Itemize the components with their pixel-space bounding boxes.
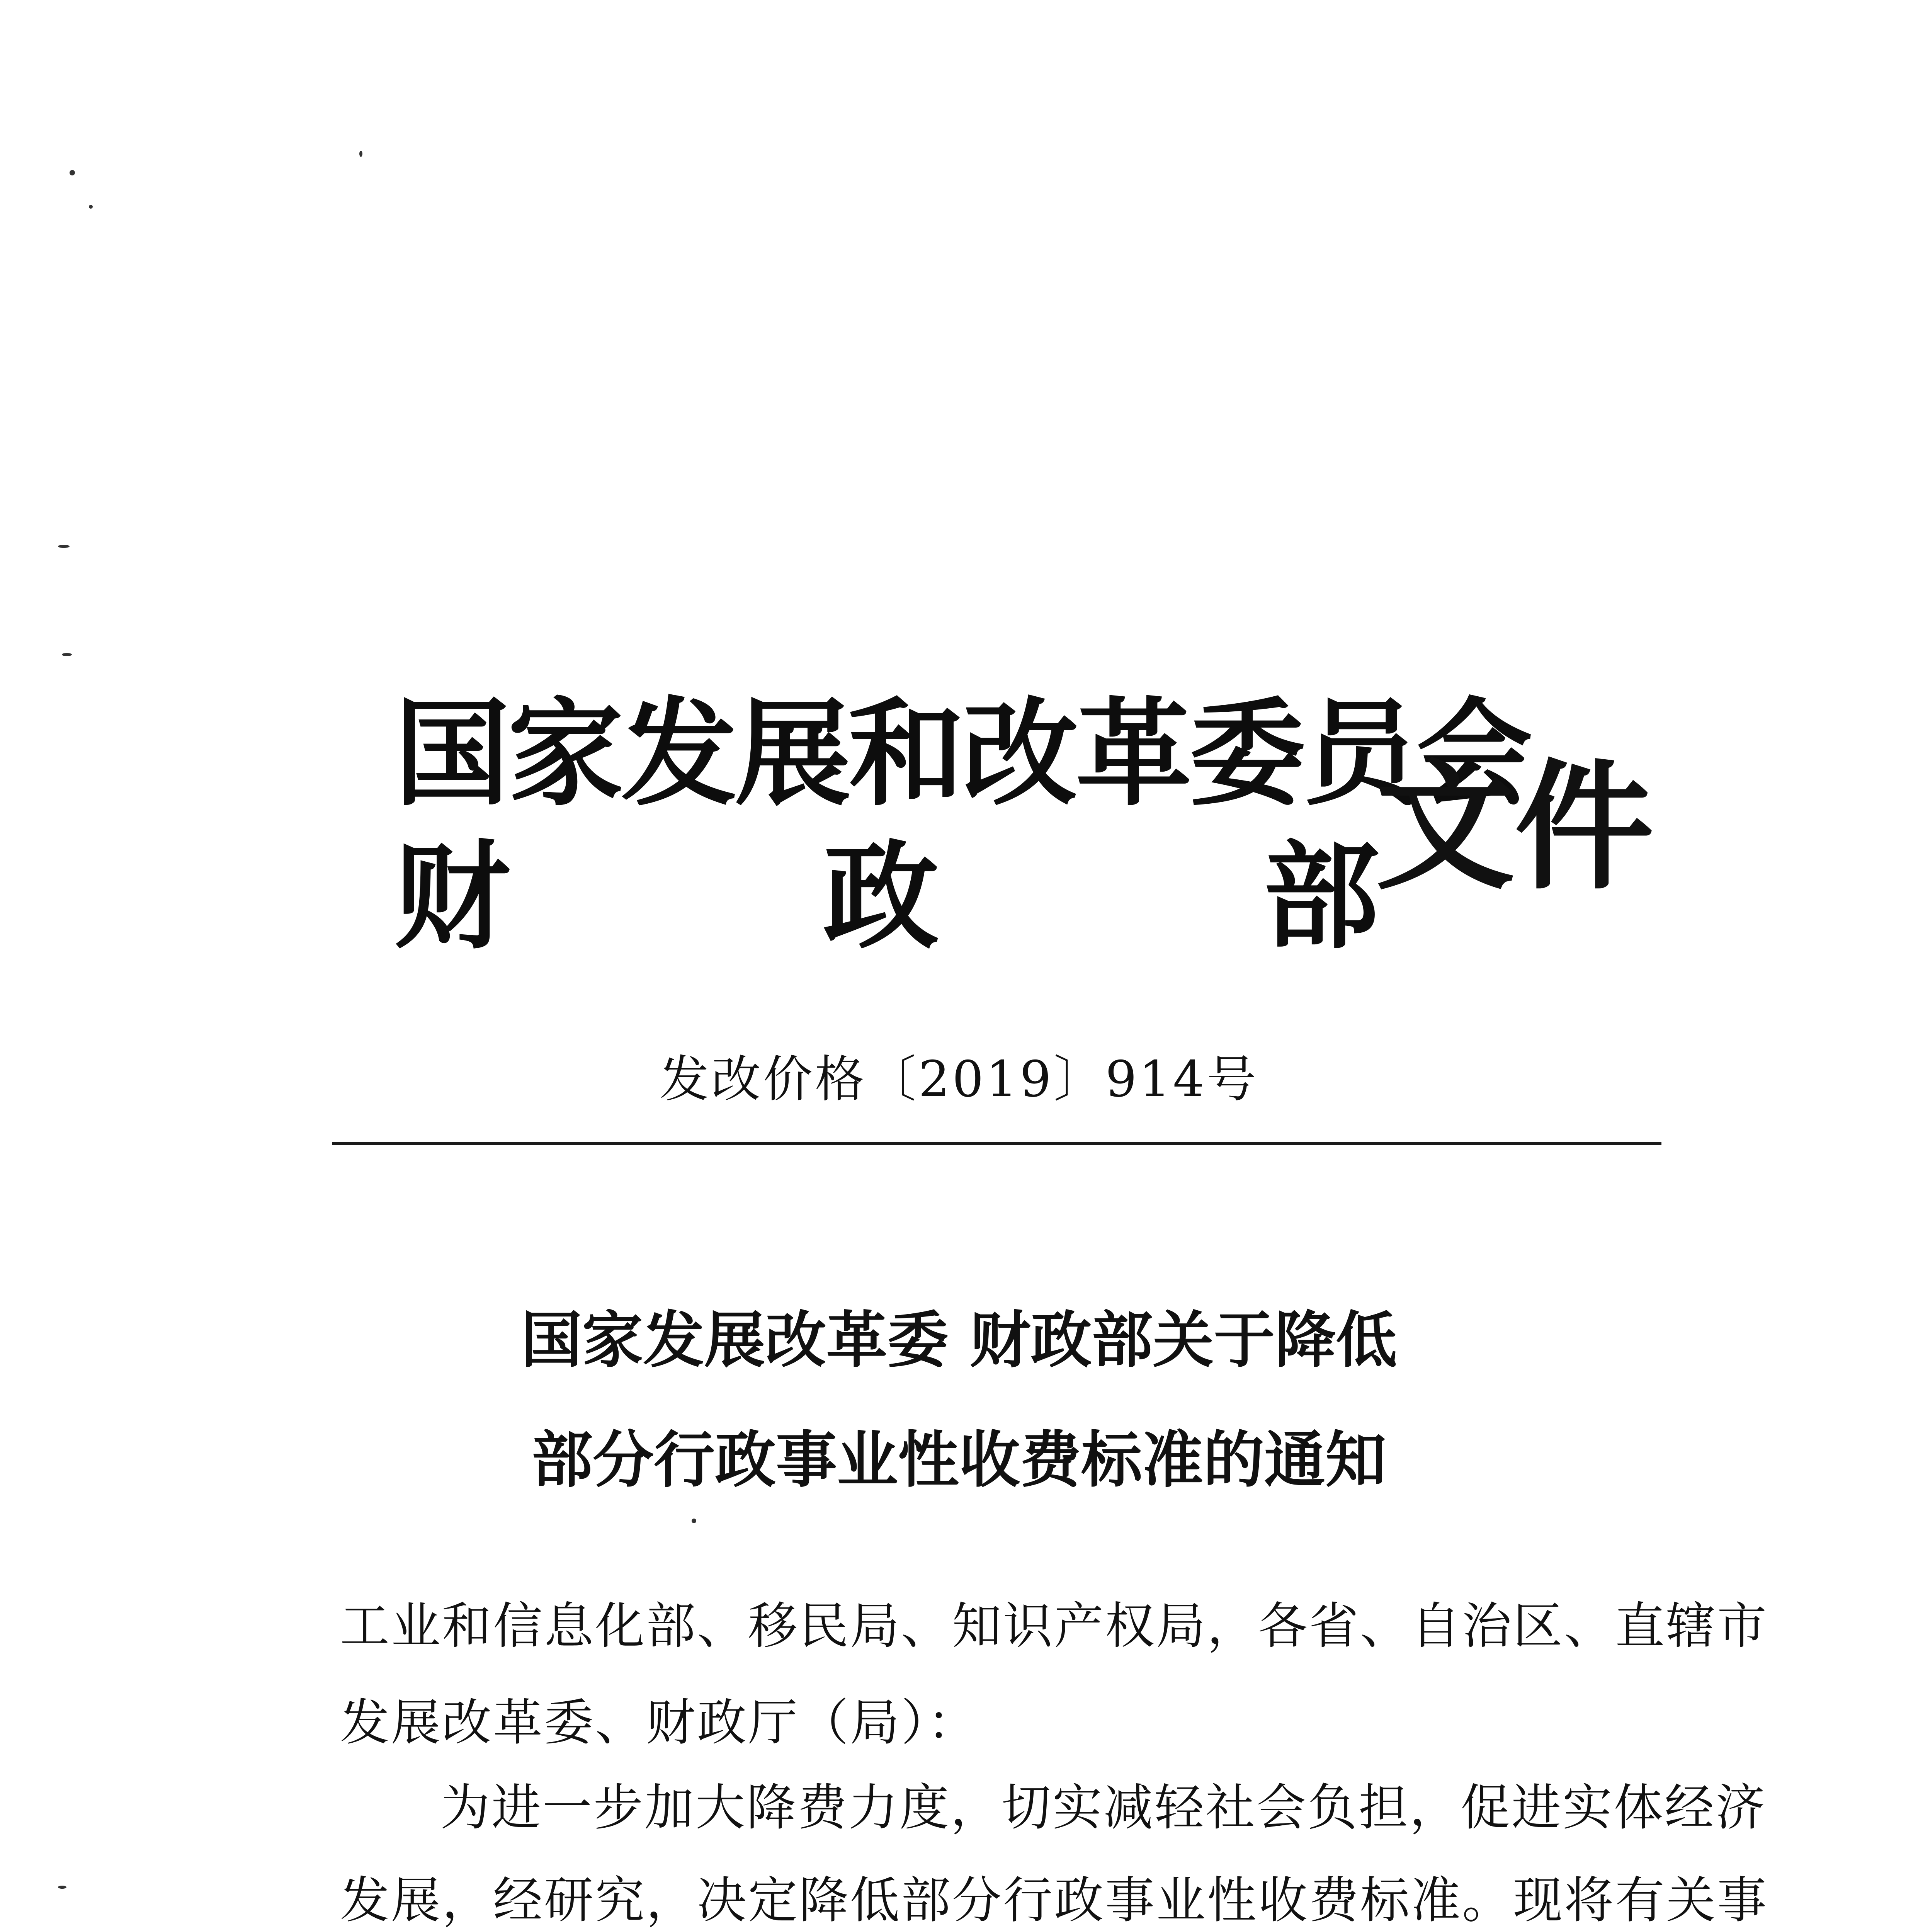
issuer-ndrc: 国家发展和改革委员会 [394, 685, 1530, 821]
document-title-line-2: 部分行政事业性收费标准的通知 [532, 1425, 1386, 1496]
issuer-mof-char: 政 [823, 828, 939, 964]
scan-speck [58, 1886, 66, 1889]
scan-speck [692, 1519, 696, 1523]
addressee-line: 工业和信息化部、移民局、知识产权局，各省、自治区、直辖市 [340, 1597, 1768, 1655]
paragraph-line: 发展，经研究，决定降低部分行政事业性收费标准。现将有关事 [340, 1872, 1768, 1929]
scan-speck [359, 151, 362, 157]
scan-speck [70, 170, 75, 175]
document-label: 文件 [1376, 745, 1654, 908]
header-divider [332, 1142, 1661, 1145]
addressee-line: 发展改革委、财政厅（局）： [340, 1694, 979, 1752]
scan-speck [62, 653, 72, 656]
issuer-mof-char: 财 [394, 828, 510, 964]
issuer-mof-char: 部 [1263, 828, 1379, 964]
scan-speck [58, 545, 70, 548]
document-title-line-1: 国家发展改革委 财政部关于降低 [521, 1305, 1397, 1376]
paragraph-line: 为进一步加大降费力度，切实减轻社会负担，促进实体经济 [440, 1779, 1767, 1837]
document-number: 发改价格〔2019〕914号 [659, 1051, 1259, 1108]
scan-speck [89, 205, 93, 209]
